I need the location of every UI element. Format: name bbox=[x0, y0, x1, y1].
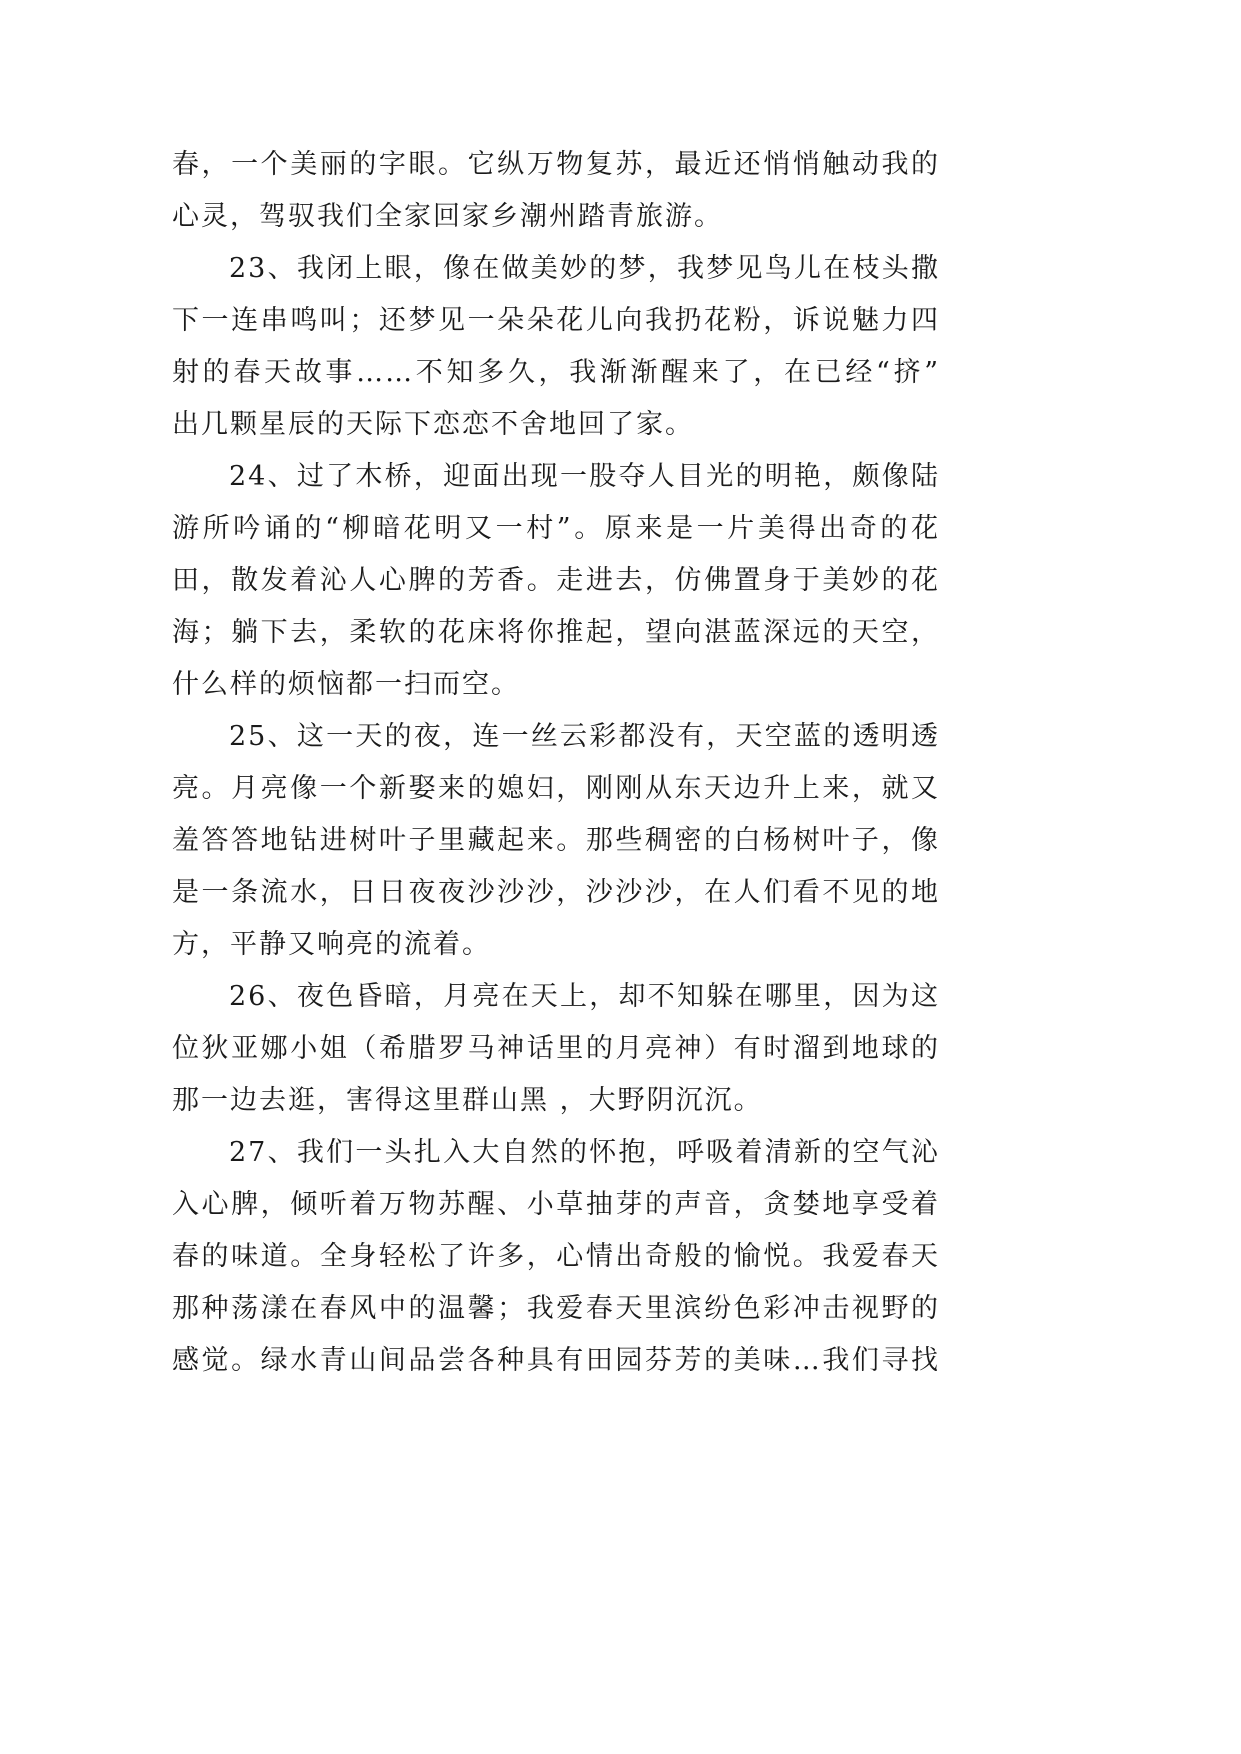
text-line: 那种荡漾在春风中的温馨；我爱春天里滨纷色彩冲击视野的 bbox=[172, 1293, 940, 1324]
text-line: 25、这一天的夜，连一丝云彩都没有，天空蓝的透明透 bbox=[229, 721, 940, 752]
text-line: 感觉。绿水青山间品尝各种具有田园芬芳的美味…我们寻找 bbox=[172, 1345, 940, 1376]
text-line: 23、我闭上眼，像在做美妙的梦，我梦见鸟儿在枝头撒 bbox=[229, 253, 940, 284]
text-line: 入心脾，倾听着万物苏醒、小草抽芽的声音，贪婪地享受着 bbox=[172, 1189, 940, 1220]
text-line: 是一条流水，日日夜夜沙沙沙，沙沙沙，在人们看不见的地 bbox=[172, 877, 940, 908]
text-line: 亮。月亮像一个新娶来的媳妇，刚刚从东天边升上来，就又 bbox=[172, 773, 940, 804]
text-line: 24、过了木桥，迎面出现一股夺人目光的明艳，颇像陆 bbox=[229, 461, 940, 492]
paragraph-24 bbox=[172, 451, 940, 711]
text-line: 27、我们一头扎入大自然的怀抱，呼吸着清新的空气沁 bbox=[229, 1137, 940, 1168]
text-line: 方，平静又响亮的流着。 bbox=[172, 929, 491, 960]
text-line: 羞答答地钻进树叶子里藏起来。那些稠密的白杨树叶子，像 bbox=[172, 825, 940, 856]
text-line: 26、夜色昏暗，月亮在天上，却不知躲在哪里，因为这 bbox=[229, 981, 940, 1012]
text-line: 海；躺下去，柔软的花床将你推起，望向湛蓝深远的天空， bbox=[172, 617, 940, 648]
text-line: 游所吟诵的“柳暗花明又一村”。原来是一片美得出奇的花 bbox=[172, 513, 940, 544]
text-line: 射的春天故事……不知多久，我渐渐醒来了，在已经“挤” bbox=[172, 357, 940, 388]
paragraph-25 bbox=[172, 711, 940, 971]
text-line: 位狄亚娜小姐（希腊罗马神话里的月亮神）有时溜到地球的 bbox=[172, 1033, 940, 1064]
text-line: 什么样的烦恼都一扫而空。 bbox=[172, 669, 520, 700]
text-line: 田，散发着沁人心脾的芳香。走进去，仿佛置身于美妙的花 bbox=[172, 565, 940, 596]
paragraph-23 bbox=[172, 243, 940, 451]
document-body bbox=[172, 139, 940, 1387]
text-line: 春，一个美丽的字眼。它纵万物复苏，最近还悄悄触动我的 bbox=[172, 149, 940, 180]
paragraph-27 bbox=[172, 1127, 940, 1387]
text-line: 心灵，驾驭我们全家回家乡潮州踏青旅游。 bbox=[172, 201, 723, 232]
text-line: 出几颗星辰的天际下恋恋不舍地回了家。 bbox=[172, 409, 694, 440]
paragraph-26 bbox=[172, 971, 940, 1127]
text-line: 那一边去逛，害得这里群山黑 ，大野阴沉沉。 bbox=[172, 1085, 763, 1116]
paragraph-continuation bbox=[172, 139, 940, 243]
text-line: 春的味道。全身轻松了许多，心情出奇般的愉悦。我爱春天 bbox=[172, 1241, 940, 1272]
text-line: 下一连串鸣叫；还梦见一朵朵花儿向我扔花粉，诉说魅力四 bbox=[172, 305, 940, 336]
